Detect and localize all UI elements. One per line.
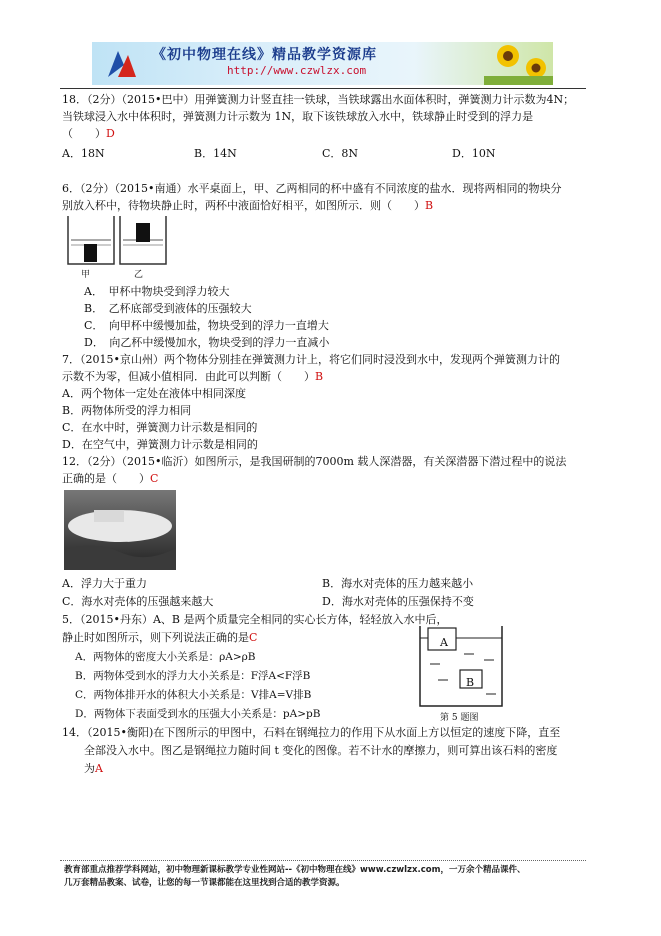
q18-option-d: D．10N (452, 147, 496, 160)
q7-option-c: C．在水中时，弹簧测力计示数是相同的 (62, 421, 258, 434)
q5-option-d: D．两物体下表面受到水的压强大小关系是：pA>pB (75, 708, 321, 720)
footer-line1: 教育部重点推荐学科网站，初中物理新课标教学专业性网站--《初中物理在线》www.czwlzx.com，一万余个精品课件、 (64, 865, 526, 875)
footer-line2: 几万套精品教案、试卷，让您的每一节课都能在这里找到合适的教学资源。 (64, 878, 345, 888)
q6-text-line2 (62, 197, 433, 214)
q12-option-b: B．海水对壳体的压力越来越小 (322, 577, 474, 590)
q5-text-line2-body: 静止时如图所示，则下列说法正确的是 (62, 631, 249, 644)
q18-blank: （ ） (62, 127, 106, 140)
q7-text-line2-body: 示数不为零，但减小值相同．由此可以判断（ ） (62, 370, 315, 383)
q6-option-b: B． 乙杯底部受到液体的压强较大 (84, 302, 252, 315)
q5-option-a: A．两物体的密度大小关系是：ρA>ρB (75, 651, 256, 663)
q18-answer: D (106, 127, 115, 140)
q14-text-line2: 全部没入水中。图乙是钢绳拉力随时间 t 变化的图像。若不计水的摩擦力，则可算出该石料的密度 (84, 744, 558, 757)
q18-text-line2: 当铁球浸入水中体积时，弹簧测力计示数为 1N，取下该铁球放入水中，铁球静止时受到的浮力是 (62, 110, 534, 123)
q7-option-a: A．两个物体一定处在液体中相同深度 (62, 387, 246, 400)
q18-text-line1: 18．（2分）（2015•巴中）用弹簧测力计竖直挂一铁球，当铁球露出水面体积时，弹簧测力计示数为4N； (62, 93, 575, 106)
q12-answer: C (150, 472, 159, 485)
q5-text-line1: 5．（2015•丹东）A、B 是两个质量完全相同的实心长方体，轻轻放入水中后， (62, 613, 448, 626)
header-divider (60, 88, 586, 89)
q18-blank-line (62, 125, 115, 142)
q7-option-b: B．两物体所受的浮力相同 (62, 404, 192, 417)
q12-option-a: A．浮力大于重力 (62, 577, 147, 590)
q5-container-figure (418, 624, 504, 708)
q6-text-line1: 6．（2分）（2015•南通）水平桌面上，甲、乙两相同的杯中盛有不同浓度的盐水．现将两相同的物块分 (62, 182, 562, 195)
q6-option-a: A． 甲杯中物块受到浮力较大 (84, 285, 230, 298)
q5-answer: C (249, 631, 258, 644)
q18-option-a: A．18N (62, 147, 105, 160)
header-banner (92, 42, 553, 85)
q5-text-line2 (62, 629, 257, 646)
q14-text-line3-body: 为 (84, 762, 95, 775)
q7-answer: B (315, 370, 324, 383)
q12-text-line2-body: 正确的是（ ） (62, 472, 150, 485)
q18-option-c: C．8N (322, 147, 359, 160)
submersible-photo (64, 490, 176, 570)
q5-option-c: C．两物体排开水的体积大小关系是：V排A=V排B (75, 689, 312, 701)
q5-option-b: B．两物体受到水的浮力大小关系是：F浮A<F浮B (75, 670, 311, 682)
q6-answer: B (425, 199, 434, 212)
q18-option-b: B．14N (194, 147, 237, 160)
banner-url[interactable]: http://www.czwlzx.com (227, 64, 367, 77)
q12-text-line1: 12．（2分）（2015•临沂）如图所示，是我国研制的7000m 载人深潜器，有关深潜器下潜过程中的说法 (62, 455, 567, 468)
q12-option-c: C．海水对壳体的压强越来越大 (62, 595, 214, 608)
q7-option-d: D．在空气中，弹簧测力计示数是相同的 (62, 438, 258, 451)
q14-text-line3 (84, 760, 103, 777)
sunflower-icon (484, 42, 553, 85)
footer-divider (60, 860, 586, 861)
q6-text-line2-body: 别放入杯中，待物块静止时，两杯中液面恰好相平，如图所示．则（ ） (62, 199, 425, 212)
q14-answer: A (95, 762, 103, 775)
q6-option-c: C． 向甲杯中缓慢加盐，物块受到的浮力一直增大 (84, 319, 329, 332)
q12-option-d: D．海水对壳体的压强保持不变 (322, 595, 474, 608)
q6-cup-label-jia: 甲 (81, 270, 91, 280)
q5-fig-label-b: B (466, 676, 475, 689)
q7-text-line2 (62, 368, 323, 385)
q5-fig-caption: 第 5 题图 (440, 713, 479, 723)
q5-fig-label-a: A (440, 636, 448, 649)
q12-text-line2 (62, 470, 158, 487)
q6-option-d: D． 向乙杯中缓慢加水，物块受到的浮力一直减小 (84, 336, 330, 349)
q6-cup-label-yi: 乙 (134, 270, 144, 280)
site-logo-icon (104, 47, 140, 81)
banner-title: 《初中物理在线》精品教学资源库 (152, 47, 377, 63)
q7-text-line1: 7．（2015•京山州）两个物体分别挂在弹簧测力计上，将它们同时浸没到水中，发现两个弹簧测力计的 (62, 353, 560, 366)
q14-text-line1: 14．（2015•衡阳)在下图所示的甲图中，石料在钢绳拉力的作用下从水面上方以恒定的速度下降，直至 (62, 726, 561, 739)
